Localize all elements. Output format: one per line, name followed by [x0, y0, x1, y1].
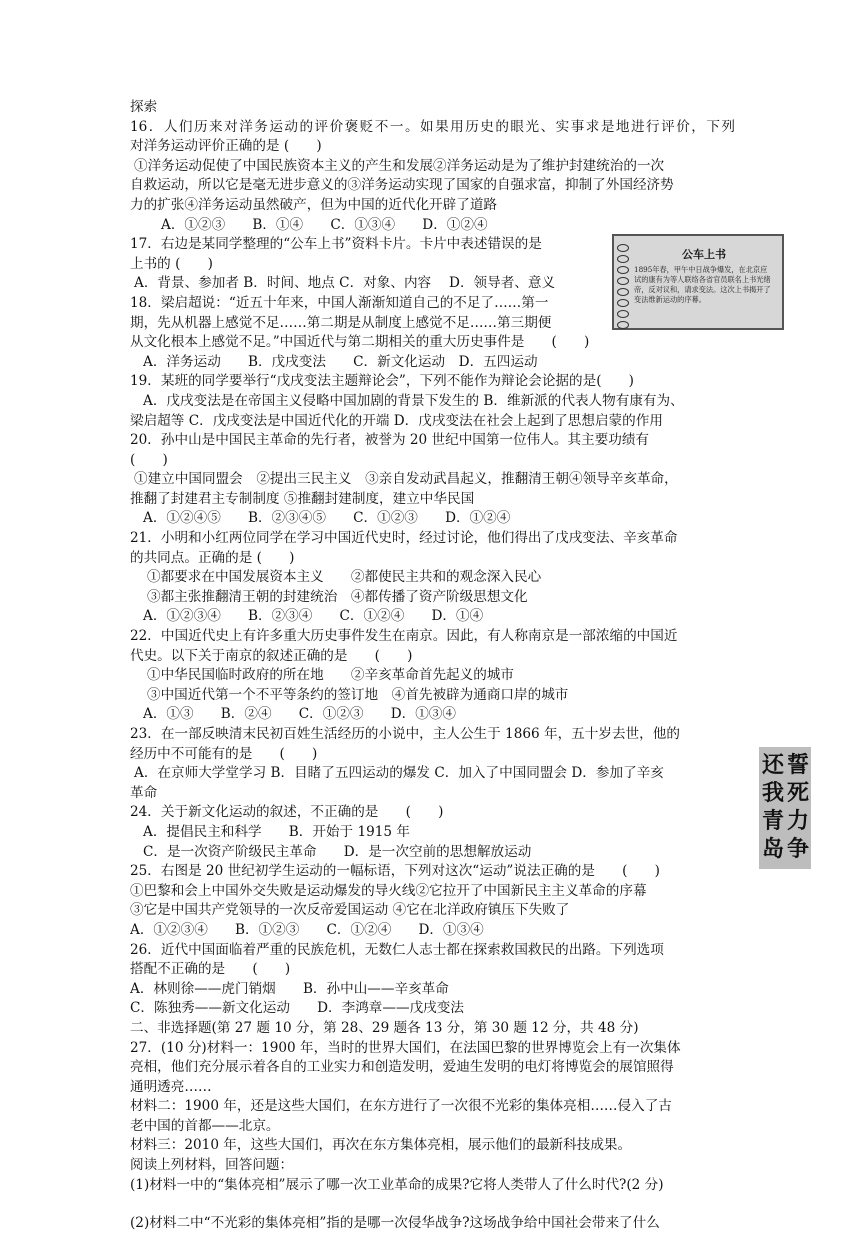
q19-options-1: A．戊戌变法是在帝国主义侵略中国加剧的背景下发生的 B．维新派的代表人物有康有为、	[143, 392, 684, 409]
q24-stem: 24．关于新文化运动的叙述，不正确的是 ( )	[130, 804, 444, 821]
q20-options: A．①②④⑤ B．②③④⑤ C．①②③ D．①②④	[143, 510, 511, 527]
q16-statements-2: 自救运动，所以它是毫无进步意义的③洋务运动实现了国家的自强求富，抑制了外国经济势	[130, 177, 674, 194]
q16-statements-1: ①洋务运动促使了中国民族资本主义的产生和发展②洋务运动是为了维护封建统治的一次	[134, 157, 665, 174]
q27-material-1-b: 亮相，他们充分展示着各自的工业实力和创造发明，爱迪生发明的电灯将博览会的展馆照得	[130, 1059, 674, 1076]
section-label: 探索	[130, 99, 158, 115]
q18-stem-3: 从文化根本上感觉不足。”中国近代与第二期相关的重大历史事件是 ( )	[130, 334, 590, 351]
q27-material-2-a: 材料二：1900 年，还是这些大国们，在东方进行了一次很不光彩的集体亮相……侵入了古	[130, 1098, 672, 1115]
q26-stem-2: 搭配不正确的是 ( )	[130, 961, 291, 978]
q18-stem-1: 18．梁启超说：“近五十年来，中国人渐渐知道自己的不足了……第一	[130, 294, 549, 311]
q27-instruction: 阅读上列材料，回答问题：	[130, 1157, 294, 1174]
q23-stem-2: 经历中不可能有的是 ( )	[130, 745, 318, 762]
q22-statements-1: ①中华民国临时政府的所在地 ②辛亥革命首先起义的城市	[147, 667, 515, 684]
q22-stem-1: 22．中国近代史上有许多重大历史事件发生在南京。因此，有人称南京是一部浓缩的中国近	[130, 628, 678, 645]
q19-options-2: 梁启超等 C．戊戌变法是中国近代化的开端 D．戊戌变法在社会上起到了思想启蒙的作用	[130, 412, 663, 429]
q23-options-2: 革命	[130, 784, 158, 801]
q25-stem: 25．右图是 20 世纪初学生运动的一幅标语，下列对这次“运动”说法正确的是 ( )	[130, 863, 660, 880]
q20-stem-2: ( )	[130, 451, 168, 468]
q25-statements-2: ③它是中国共产党领导的一次反帝爱国运动 ④它在北洋政府镇压下失败了	[130, 902, 570, 919]
q26-stem-1: 26．近代中国面临着严重的民族危机，无数仁人志士都在探索救国救民的出路。下列选项	[130, 941, 664, 958]
q18-options: A．洋务运动 B．戊戌变法 C．新文化运动 D．五四运动	[143, 353, 538, 370]
q22-options: A．①③ B．②④ C．①②③ D．①③④	[143, 706, 456, 723]
q19-stem: 19．某班的同学要举行“戊戌变法主题辩论会”，下列不能作为辩论会论据的是( )	[130, 373, 634, 390]
card-body: 1895年春，甲午中日战争爆发，在北京应试的康有为等人联络各省官员联名上书光绪帝，反对议和，请求变法。这次上书揭开了变法维新运动的序幕。	[634, 265, 771, 304]
q17-options: A．背景、参加者 B．时间、地点 C．对象、内容 D．领导者、意义	[134, 275, 556, 292]
q17-stem-2: 上书的 ( )	[130, 255, 213, 272]
q24-options-2: C．是一次资产阶级民主革命 D．是一次空前的思想解放运动	[143, 843, 532, 860]
answer-space	[130, 1195, 735, 1214]
q25-statements-1: ①巴黎和会上中国外交失败是运动爆发的导火线②它拉开了中国新民主主义革命的序幕	[130, 882, 647, 899]
q26-options-2: C．陈独秀——新文化运动 D．李鸿章——戊戌变法	[130, 1000, 464, 1017]
section-2-heading: 二、非选择题(第 27 题 10 分，第 28、29 题各 13 分，第 30 题 12 分，共 48 分)	[130, 1019, 639, 1036]
q25-options: A．①②③④ B．①②③ C．①②④ D．①③④	[130, 921, 484, 938]
binder-rings-icon	[617, 244, 631, 322]
q27-material-1-a: 27．(10 分)材料一：1900 年，当时的世界大国们，在法国巴黎的世界博览会上有一次集体	[130, 1039, 681, 1056]
q20-stem-1: 20．孙中山是中国民主革命的先行者，被誉为 20 世纪中国第一位伟人。其主要功绩有	[130, 432, 650, 449]
q16-stem-2: 对洋务运动评价正确的是 ( )	[130, 138, 322, 155]
q22-statements-2: ③中国近代第一个不平等条约的签订地 ④首先被辟为通商口岸的城市	[147, 686, 569, 703]
q27-material-2-b: 老中国的首都——北京。	[130, 1117, 280, 1134]
q16-options: A．①②③ B．①④ C．①③④ D．①②④	[161, 216, 488, 233]
banner-right-column: 誓死力争	[786, 752, 809, 862]
banner-left-column: 还我青岛	[761, 752, 784, 862]
q20-statements-2: 推翻了封建君主专制制度 ⑤推翻封建制度，建立中华民国	[130, 490, 475, 507]
q16-statements-3: 力的扩张④洋务运动虽然破产，但为中国的近代化开辟了道路	[130, 196, 498, 213]
q27-material-1-c: 通明透亮……	[130, 1078, 212, 1095]
q27-material-3: 材料三：2010 年，这些大国们，再次在东方集体亮相，展示他们的最新科技成果。	[130, 1137, 632, 1154]
slogan-banner	[759, 747, 811, 869]
q27-sub-1: (1)材料一中的“集体亮相”展示了哪一次工业革命的成果?它将人类带人了什么时代?(2 分)	[130, 1176, 664, 1193]
q21-stem-2: 的共同点。正确的是 ( )	[130, 549, 295, 566]
q23-stem-1: 23．在一部反映清末民初百姓生活经历的小说中，主人公生于 1866 年，五十岁去世，他的	[130, 726, 680, 742]
q16-stem-1: 16．人们历来对洋务运动的评价褒贬不一。如果用历史的眼光、实事求是地进行评价，下列	[130, 118, 735, 135]
q24-options-1: A．提倡民主和科学 B．开始于 1915 年	[143, 823, 410, 840]
q21-statements-2: ③都主张推翻清王朝的封建统治 ④都传播了资产阶级思想文化	[147, 588, 528, 605]
gongche-shangshu-card	[612, 234, 784, 330]
q17-stem-1: 17．右边是某同学整理的“公车上书”资料卡片。卡片中表述错误的是	[130, 236, 542, 253]
card-title: 公车上书	[682, 248, 726, 261]
q20-statements-1: ①建立中国同盟会 ②提出三民主义 ③亲自发动武昌起义，推翻清王朝④领导辛亥革命，	[134, 471, 678, 488]
q21-statements-1: ①都要求在中国发展资本主义 ②都使民主共和的观念深入民心	[147, 569, 542, 586]
q21-options: A．①②③④ B．②③④ C．①②④ D．①④	[143, 608, 484, 625]
q18-stem-2: 期，先从机器上感觉不足……第二期是从制度上感觉不足……第三期便	[130, 314, 552, 331]
q26-options-1: A．林则徐——虎门销烟 B．孙中山——辛亥革命	[130, 980, 449, 997]
q21-stem-1: 21．小明和小红两位同学在学习中国近代史时，经过讨论，他们得出了戊戌变法、辛亥革命	[130, 530, 678, 547]
q22-stem-2: 代史。以下关于南京的叙述正确的是 ( )	[130, 647, 413, 664]
q23-options-1: A．在京师大学堂学习 B．目睹了五四运动的爆发 C．加入了中国同盟会 D．参加了辛亥	[134, 765, 664, 782]
q27-sub-2: (2)材料二中“不光彩的集体亮相”指的是哪一次侵华战争?这场战争给中国社会带来了什么	[130, 1215, 660, 1232]
